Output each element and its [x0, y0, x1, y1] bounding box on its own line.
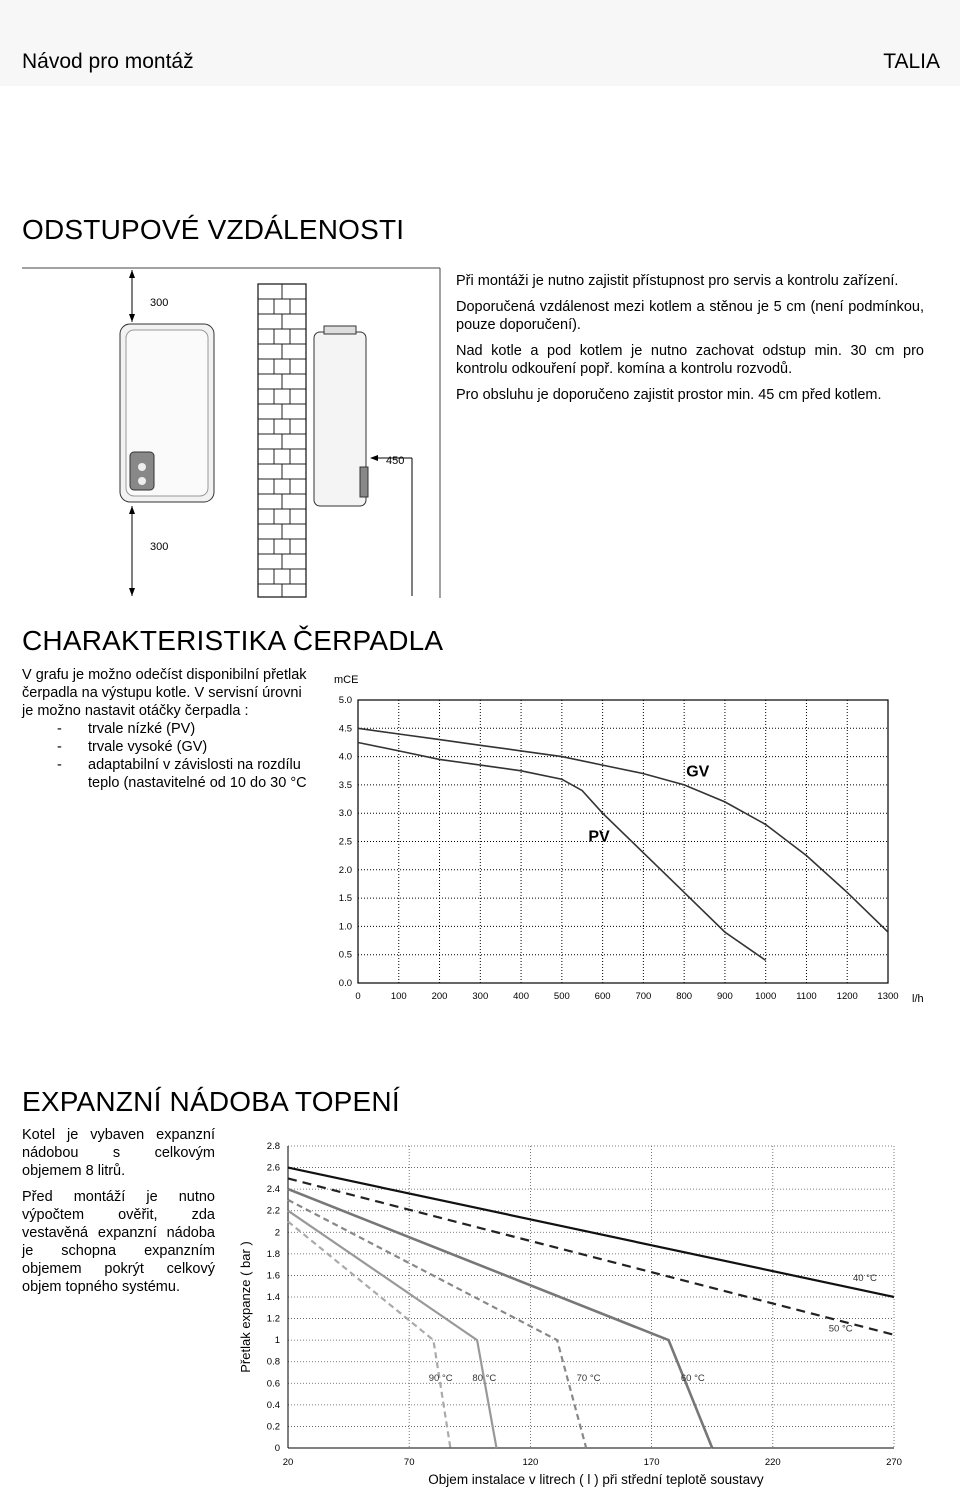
boiler-side [314, 326, 368, 506]
series-line-80c [288, 1211, 497, 1448]
expansion-paragraph: Kotel je vybaven expanzní nádobou s celkovým objemem 8 litrů. [22, 1127, 215, 1179]
y-axis-label: Přetlak expanze ( bar ) [238, 1241, 253, 1373]
y-tick-label: 0.5 [338, 949, 352, 961]
y-tick-label: 2.2 [266, 1205, 280, 1217]
x-tick-label: 1000 [755, 991, 777, 1002]
pump-chart [320, 665, 940, 1010]
x-tick-label: 20 [282, 1457, 294, 1468]
expansion-text [22, 1126, 215, 1296]
x-tick-label: 700 [635, 991, 652, 1002]
y-tick-label: 5.0 [338, 695, 352, 706]
y-tick-label: 0.2 [266, 1421, 280, 1433]
x-tick-label: 1300 [877, 991, 899, 1002]
y-tick-label: 2.0 [338, 864, 352, 876]
clearance-paragraph: Doporučená vzdálenost mezi kotlem a stěnou je 5 cm (není podmínkou, pouze doporučení). [456, 299, 924, 333]
pump-description [22, 666, 312, 792]
dim-top-label: 300 [150, 297, 169, 309]
y-tick-label: 1.5 [338, 893, 352, 905]
series-label: 50 °C [828, 1323, 853, 1335]
list-item: - adaptabilní v závislosti na rozdílu teplo (nastavitelné od 10 do 30 °C [57, 757, 307, 791]
series-label-gv: GV [686, 763, 710, 781]
y-tick-label: 0.4 [266, 1399, 280, 1411]
x-tick-label: 1100 [796, 991, 817, 1002]
y-tick-label: 4.5 [338, 723, 352, 735]
x-tick-label: 120 [522, 1457, 539, 1468]
clearance-paragraph: Nad kotle a pod kotlem je nutno zachovat odstup min. 30 cm pro kontrolu odkouření popř. komína a kontrolu rozvodů. [456, 343, 924, 377]
y-tick-label: 2 [274, 1227, 280, 1239]
pump-speed-list [22, 720, 312, 792]
y-tick-label: 3.0 [338, 808, 352, 820]
y-tick-label: 0 [274, 1443, 280, 1454]
y-tick-label: 2.5 [338, 836, 352, 848]
y-tick-label: 0.8 [266, 1356, 280, 1368]
y-tick-label: 4.0 [338, 751, 352, 763]
x-tick-label: 0 [355, 991, 361, 1002]
y-tick-label: 1.6 [266, 1270, 280, 1282]
expansion-paragraph: Před montáží je nutno výpočtem ověřit, zda vestavěná expanzní nádoba je schopna expanzním objemem pokrýt celkový objem topného systému. [22, 1189, 215, 1295]
y-tick-label: 0.6 [266, 1378, 280, 1390]
x-tick-label: 100 [390, 991, 407, 1002]
series-label: 80 °C [472, 1373, 497, 1385]
clearance-diagram [22, 262, 442, 600]
x-axis-label: l/h [912, 993, 924, 1005]
y-tick-label: 2.6 [266, 1162, 280, 1174]
series-label: 60 °C [680, 1373, 705, 1385]
x-tick-label: 170 [643, 1457, 660, 1468]
section-title-pump: CHARAKTERISTIKA ČERPADLA [22, 625, 444, 656]
section-title-clearances: ODSTUPOVÉ VZDÁLENOSTI [22, 214, 405, 245]
y-tick-label: 2.8 [266, 1141, 280, 1152]
x-tick-label: 220 [764, 1457, 781, 1468]
x-tick-label: 500 [553, 991, 570, 1002]
series-label: 40 °C [852, 1272, 877, 1284]
x-tick-label: 600 [594, 991, 611, 1002]
x-tick-label: 800 [676, 991, 693, 1002]
x-tick-label: 400 [513, 991, 530, 1002]
list-item: - trvale nízké (PV) [57, 721, 196, 737]
y-tick-label: 1 [274, 1335, 280, 1347]
x-tick-label: 900 [716, 991, 733, 1002]
series-label: 90 °C [428, 1373, 453, 1385]
y-axis-label: mCE [334, 674, 359, 686]
x-tick-label: 70 [403, 1457, 415, 1468]
series-line-70c [288, 1200, 586, 1448]
boiler-front [120, 324, 214, 502]
dim-bottom-label: 300 [150, 541, 169, 553]
section-title-expansion: EXPANZNÍ NÁDOBA TOPENÍ [22, 1086, 400, 1117]
series-line-90c [288, 1222, 450, 1449]
y-tick-label: 3.5 [338, 779, 352, 791]
y-tick-label: 1.4 [266, 1292, 280, 1303]
x-tick-label: 270 [886, 1457, 902, 1468]
clearance-paragraph: Při montáži je nutno zajistit přístupnost pro servis a kontrolu zařízení. [456, 273, 899, 289]
y-tick-label: 1.2 [266, 1313, 280, 1325]
x-tick-label: 1200 [836, 991, 858, 1002]
x-tick-label: 200 [431, 991, 448, 1002]
clearance-text [456, 272, 924, 412]
y-tick-label: 2.4 [266, 1184, 280, 1196]
y-tick-label: 0.0 [338, 978, 352, 989]
clearance-paragraph: Pro obsluhu je doporučeno zajistit prostor min. 45 cm před kotlem. [456, 387, 882, 403]
x-tick-label: 300 [472, 991, 489, 1002]
y-tick-label: 1.8 [266, 1248, 280, 1260]
series-line-50c [288, 1178, 894, 1334]
y-tick-label: 1.0 [338, 921, 352, 933]
list-item: - trvale vysoké (GV) [57, 739, 208, 755]
pump-intro: V grafu je možno odečíst disponibilní přetlak čerpadla na výstupu kotle. V servisní úrovni je možno nastavit otáčky čerpadla : [22, 667, 307, 719]
x-axis-label: Objem instalace v litrech ( l ) při střední teplotě soustavy [428, 1472, 764, 1487]
series-label-pv: PV [588, 828, 610, 846]
dim-side-label: 450 [386, 455, 405, 467]
series-label: 70 °C [576, 1373, 601, 1385]
header-brand: TALIA [883, 50, 940, 73]
expansion-chart [230, 1136, 940, 1489]
header-title: Návod pro montáž [22, 50, 194, 73]
